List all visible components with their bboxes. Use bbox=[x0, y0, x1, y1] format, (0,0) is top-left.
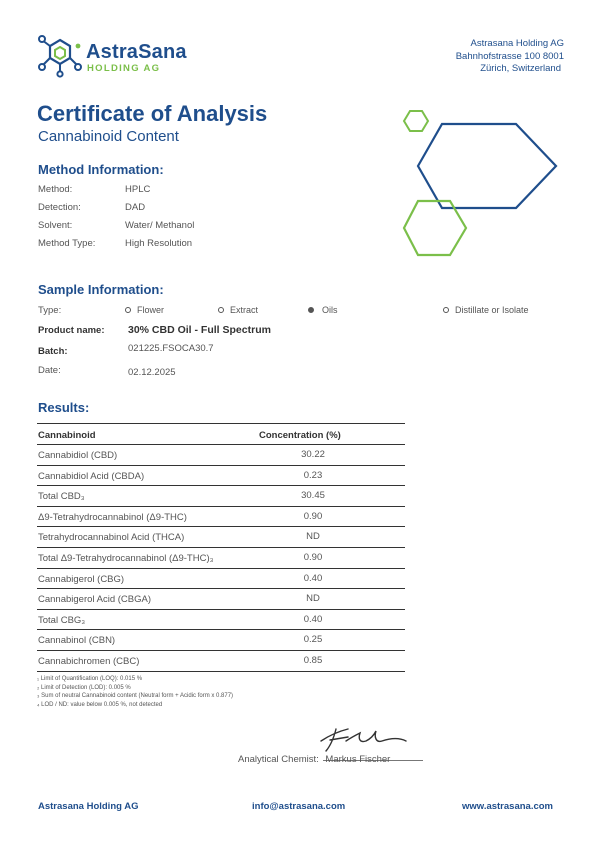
radio-empty-icon bbox=[125, 307, 131, 313]
method-heading: Method Information: bbox=[38, 162, 164, 177]
footnote: ₃ Sum of neutral Cannabinoid content (Neutral form + Acidic form x 0.877) bbox=[37, 693, 234, 700]
concentration-value: 0.25 bbox=[303, 634, 323, 646]
batch-value: 021225.FSOCA30.7 bbox=[128, 343, 214, 354]
solvent-label: Solvent: bbox=[38, 220, 73, 231]
column-header-cannabinoid: Cannabinoid bbox=[38, 430, 96, 441]
detection-value: DAD bbox=[125, 202, 146, 213]
address-line: Bahnhofstrasse 100 8001 bbox=[455, 50, 564, 62]
type-option-label: Extract bbox=[230, 305, 259, 315]
signature-block bbox=[238, 754, 390, 765]
concentration-value: 0.40 bbox=[303, 572, 323, 584]
concentration-value: 0.40 bbox=[303, 613, 323, 625]
table-row bbox=[37, 569, 405, 590]
footnote: ₂ Limit of Detection (LOD): 0.005 % bbox=[37, 684, 131, 691]
address-line: Astrasana Holding AG bbox=[470, 38, 564, 49]
footnotes bbox=[37, 675, 233, 709]
column-header-concentration: Concentration (%) bbox=[259, 430, 341, 441]
concentration-value: ND bbox=[306, 593, 320, 605]
type-option-label: Flower bbox=[137, 305, 165, 315]
table-row bbox=[37, 630, 405, 651]
product-name-value: 30% CBD Oil - Full Spectrum bbox=[128, 324, 271, 336]
cannabinoid-name: Total Δ9-Tetrahydrocannabinol (Δ9-THC)₃ bbox=[38, 552, 214, 564]
concentration-value: 0.90 bbox=[303, 551, 323, 563]
logo-name: AstraSana bbox=[86, 41, 187, 63]
table-row bbox=[37, 589, 405, 610]
method-type-value: High Resolution bbox=[125, 238, 193, 249]
concentration-value: ND bbox=[306, 531, 320, 543]
concentration-value: 30.22 bbox=[301, 449, 325, 460]
concentration-value: 0.85 bbox=[303, 654, 323, 666]
batch-label: Batch: bbox=[38, 346, 68, 357]
table-row bbox=[37, 445, 405, 466]
type-label: Type: bbox=[38, 305, 62, 316]
concentration-value: 0.23 bbox=[303, 469, 323, 481]
cannabinoid-name: Cannabichromen (CBC) bbox=[38, 655, 140, 667]
method-value: HPLC bbox=[125, 184, 151, 195]
cannabinoid-name: Δ9-Tetrahydrocannabinol (Δ9-THC) bbox=[38, 511, 187, 523]
cannabinoid-name: Cannabidiol (CBD) bbox=[38, 450, 118, 461]
detection-label: Detection: bbox=[38, 202, 81, 213]
type-option-distillate bbox=[443, 305, 529, 315]
radio-empty-icon bbox=[218, 307, 224, 313]
decorative-hexagons bbox=[400, 100, 565, 260]
solvent-value: Water/ Methanol bbox=[125, 220, 195, 231]
type-option-label: Oils bbox=[322, 305, 338, 315]
radio-filled-icon bbox=[308, 307, 314, 313]
sample-heading: Sample Information: bbox=[38, 282, 164, 297]
address-line: Zürich, Switzerland bbox=[480, 63, 561, 74]
results-table bbox=[37, 423, 405, 672]
table-row bbox=[37, 548, 405, 569]
type-option-flower bbox=[125, 305, 164, 315]
date-value: 02.12.2025 bbox=[128, 367, 176, 378]
signature-label: Analytical Chemist: bbox=[238, 754, 319, 765]
footer-email[interactable]: info@astrasana.com bbox=[252, 801, 346, 812]
logo-subtitle: HOLDING AG bbox=[87, 63, 161, 74]
footer-company: Astrasana Holding AG bbox=[38, 801, 139, 812]
radio-empty-icon bbox=[443, 307, 449, 313]
cannabinoid-name: Tetrahydrocannabinol Acid (THCA) bbox=[38, 532, 185, 544]
cannabinoid-name: Cannabigerol (CBG) bbox=[38, 573, 125, 585]
cannabinoid-name: Total CBD₃ bbox=[38, 491, 85, 503]
table-row bbox=[37, 610, 405, 631]
astrasana-logo-icon bbox=[37, 32, 83, 78]
table-row bbox=[37, 527, 405, 548]
cannabinoid-name: Cannabigerol Acid (CBGA) bbox=[38, 594, 151, 606]
results-heading: Results: bbox=[38, 400, 90, 415]
date-label: Date: bbox=[38, 365, 61, 376]
type-option-extract bbox=[218, 305, 258, 315]
type-option-oils bbox=[308, 305, 338, 315]
table-row bbox=[37, 507, 405, 528]
table-row bbox=[37, 486, 405, 507]
concentration-value: 30.45 bbox=[301, 490, 325, 502]
method-label: Method: bbox=[38, 184, 73, 195]
cannabinoid-name: Cannabinol (CBN) bbox=[38, 635, 116, 647]
type-option-label: Distillate or Isolate bbox=[455, 305, 529, 315]
method-type-label: Method Type: bbox=[38, 238, 96, 249]
handwritten-signature bbox=[318, 723, 408, 753]
cannabinoid-name: Cannabidiol Acid (CBDA) bbox=[38, 470, 145, 482]
product-name-label: Product name: bbox=[38, 325, 105, 336]
cannabinoid-name: Total CBG₃ bbox=[38, 614, 86, 626]
table-row bbox=[37, 651, 405, 672]
page-subtitle: Cannabinoid Content bbox=[38, 128, 179, 145]
concentration-value: 0.90 bbox=[303, 510, 323, 522]
page-title: Certificate of Analysis bbox=[37, 101, 268, 126]
footnote: ₁ Limit of Quantification (LOQ): 0.015 % bbox=[37, 676, 143, 682]
footer-website[interactable]: www.astrasana.com bbox=[462, 801, 553, 812]
chemist-name: Markus Fischer bbox=[325, 754, 391, 765]
table-header bbox=[37, 423, 405, 445]
table-row bbox=[37, 466, 405, 487]
footnote: ₄ LOD / ND: value below 0.005 %, not detected bbox=[37, 701, 163, 708]
company-address bbox=[456, 38, 564, 76]
